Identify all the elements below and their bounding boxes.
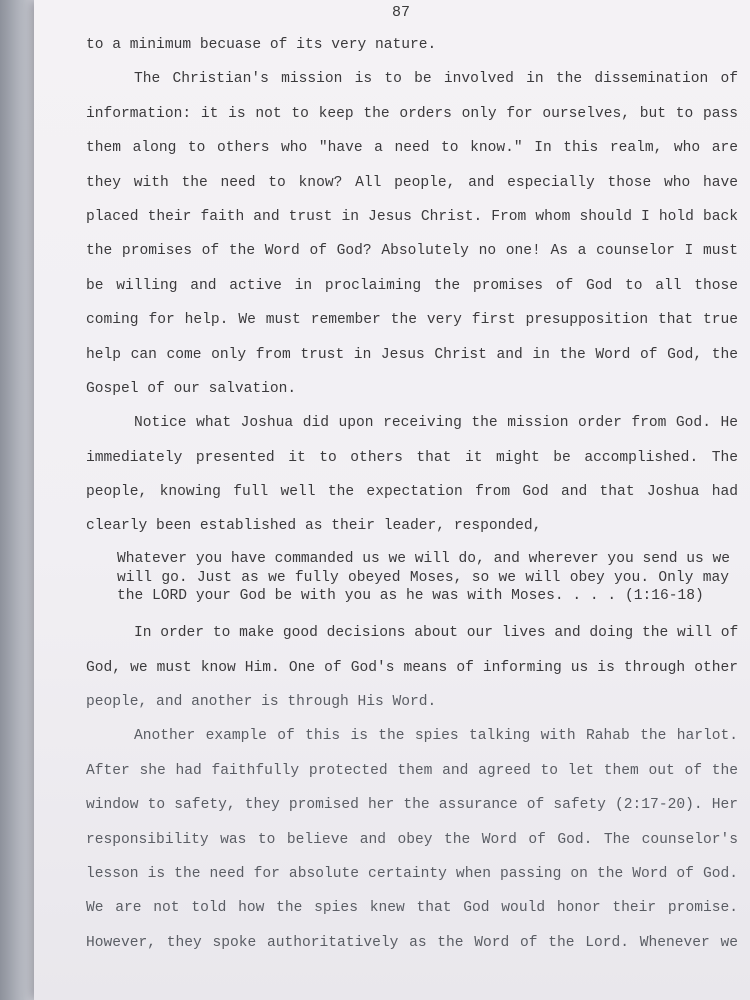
paragraph-line: However, they spoke authoritatively as the Word of the Lord. Whenever we — [86, 934, 738, 951]
document-page — [34, 0, 750, 1000]
paragraph-line: We are not told how the spies knew that God would honor their promise. — [86, 900, 738, 917]
paragraph-line: The Christian's mission is to be involved in the dissemination of — [134, 71, 738, 88]
paragraph-line: In order to make good decisions about our lives and doing the will of — [134, 625, 739, 642]
paragraph-line: to a minimum becuase of its very nature. — [86, 37, 437, 53]
page-number: 87 — [392, 4, 411, 21]
paragraph-line: clearly been established as their leader, responded, — [86, 518, 542, 535]
paragraph-line: they with the need to know? All people, and especially those who have — [86, 174, 738, 191]
paragraph-line: help can come only from trust in Jesus Christ and in the Word of God, the — [86, 346, 738, 363]
block-quote — [117, 550, 729, 606]
paragraph-line: the promises of the Word of God? Absolutely no one! As a counselor I must — [86, 243, 738, 260]
paragraph-line: Another example of this is the spies talking with Rahab the harlot. — [134, 728, 738, 745]
paragraph-line: After she had faithfully protected them and agreed to let them out of the — [86, 762, 738, 779]
paragraph-line: immediately presented it to others that it might be accomplished. The — [86, 449, 738, 466]
paragraph-line: information: it is not to keep the orders only for ourselves, but to pass — [86, 105, 738, 122]
paragraph-line: window to safety, they promised her the assurance of safety (2:17-20). Her — [86, 797, 738, 814]
quote-line: will go. Just as we fully obeyed Moses, so we will obey you. Only may — [117, 569, 729, 586]
paragraph-line: be willing and active in proclaiming the promises of God to all those — [86, 277, 738, 294]
paragraph-line: lesson is the need for absolute certainty when passing on the Word of God. — [86, 865, 738, 882]
quote-line: the LORD your God be with you as he was with Moses. . . . (1:16-18) — [117, 588, 704, 605]
paragraph-line: Gospel of our salvation. — [86, 380, 297, 397]
binding-shadow — [0, 0, 34, 1000]
quote-line: Whatever you have commanded us we will do, and wherever you send us we — [117, 550, 731, 567]
paragraph-line: coming for help. We must remember the very first presupposition that true — [86, 312, 738, 329]
paragraph-line: people, and another is through His Word. — [86, 694, 437, 711]
paragraph-line: God, we must know Him. One of God's means of informing us is through other — [86, 659, 738, 676]
body-text — [86, 28, 738, 960]
paragraph-line: Notice what Joshua did upon receiving the mission order from God. He — [134, 415, 738, 432]
paragraph-line: them along to others who "have a need to know." In this realm, who are — [86, 140, 738, 157]
paragraph-line: placed their faith and trust in Jesus Christ. From whom should I hold back — [86, 208, 738, 225]
paragraph-line: responsibility was to believe and obey the Word of God. The counselor's — [86, 831, 738, 848]
paragraph-line: people, knowing full well the expectation from God and that Joshua had — [86, 484, 738, 501]
